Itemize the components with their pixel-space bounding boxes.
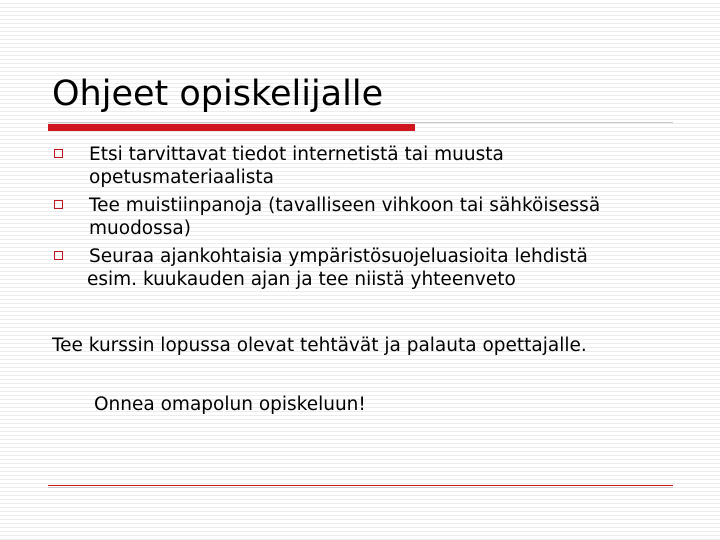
hollow-square-bullet-icon [54, 149, 63, 158]
title-accent-bar [48, 124, 415, 131]
hollow-square-bullet-icon [54, 200, 63, 209]
bullet-text-line: Seuraa ajankohtaisia ympäristösuojeluasioita lehdistä [89, 246, 588, 267]
bullet-continuation-text: esim. kuukauden ajan ja tee niistä yhteenveto [87, 269, 516, 290]
instruction-bullet-list [53, 143, 693, 291]
title-divider-thin [48, 122, 673, 123]
bullet-item [53, 143, 693, 189]
greeting-text: Onnea omapolun opiskeluun! [94, 394, 366, 415]
bullet-text-line: opetusmateriaalista [89, 167, 274, 188]
bullet-text-line: muodossa) [89, 218, 191, 239]
bullet-text-line: Tee muistiinpanoja (tavalliseen vihkoon tai sähköisessä [89, 195, 601, 216]
hollow-square-bullet-icon [54, 251, 63, 260]
instruction-paragraph: Tee kurssin lopussa olevat tehtävät ja palauta opettajalle. [52, 335, 587, 356]
bullet-item [53, 245, 693, 268]
footer-divider-grey [48, 487, 673, 488]
footer-divider-red [48, 485, 673, 486]
bullet-text-line: Etsi tarvittavat tiedot internetistä tai muusta [89, 144, 504, 165]
bullet-item [53, 194, 693, 240]
slide-title: Ohjeet opiskelijalle [52, 74, 384, 114]
